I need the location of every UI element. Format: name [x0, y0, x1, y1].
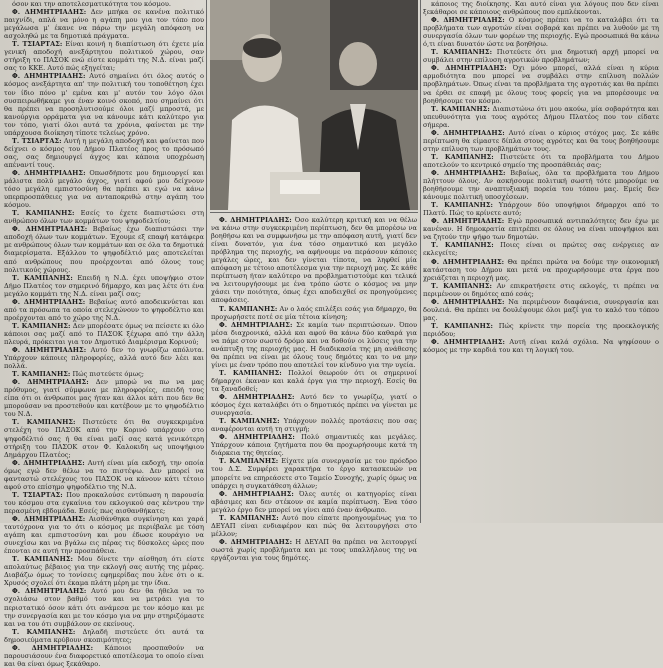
paragraph-text: Αυτή είναι καλά σχόλια. Να ψηφίσουν ο κόσμος με την καρδιά του και τη λογική του.	[423, 337, 659, 355]
paragraph-text: Διαπιστώνω ότι μου ακούω, μία σοβαρότητα και υπευθυνότητα για τους αγρότες Δήμου Πλατέος που τον είδατε σήμερα.	[423, 104, 659, 129]
paragraph-text: Υπάρχουν δύο υποψήφιοι δήμαρχοι από το Πλατύ. Πώς το κρίνετε αυτό;	[423, 201, 659, 218]
interview-paragraph	[4, 555, 204, 587]
interview-paragraph	[4, 644, 204, 668]
interview-paragraph	[423, 298, 659, 322]
speaker-name: Φ. ΔΗΜΗΤΡΙΑΔΗΣ:	[12, 643, 94, 652]
speaker-name: Τ. ΤΣΙΑΡΤΑΣ:	[12, 490, 63, 499]
interview-paragraph	[211, 433, 417, 457]
photo-rule	[210, 212, 418, 213]
interview-paragraph	[4, 346, 204, 370]
speaker-name: Φ. ΔΗΜΗΤΡΙΑΔΗΣ:	[219, 537, 293, 546]
speaker-name: Φ. ΔΗΜΗΤΡΙΑΔΗΣ:	[12, 346, 87, 355]
speaker-name: Τ. ΚΑΜΠΑΝΗΣ:	[431, 48, 493, 57]
paragraph-text: Που προκαλούσε εντύπωση η παρουσία του κόσμου στα εγκαίνια του εκλογικού σας κέντρου την περασμένη εβδομάδα. Εσείς πως αισθανθήκατε;	[4, 490, 204, 515]
paragraph-text: Όσο καλύτερη κριτική και να θέλω να κάνω στην συγκεκριμένη περίπτωση, δεν θα μπορέσω να βοηθήσω και να συμφωνήσω με την απόφαση αυτή, γιατί δεν είναι δυνατόν, για ένα τόσο σημαντικό και μεγάλο πρόβλημα της περιοχής, να αφήνουμε να περάσουν κάποιες μεγάλες ώρες, και δεν γίνεται τίποτα, να ληφθεί μία απόφαση με τέτοιο αποτέλεσμα για την περιοχή μας. Σε κάθε περίπτωση ήταν καλύτερο να προβληματιστούμε και τελικά να λειτουργήσουμε με ένα τρόπο ώστε ο κόσμος να μην χάσει την ποιότητα, όπως έχει αποδειχθεί σε προηγούμενες αποφάσεις.	[211, 216, 418, 305]
paragraph-text: Είχατε μία συνεργασία με τον πρόεδρο του Δ.Σ. Συμφέρει χαρακτήρα το έργο κατασκευών να μπορείτε να επηρεάσετε στο Ταμείο Συνοχής, χωρίς όμως να υπάρχει η συγκατάθεση άλλων;	[211, 457, 417, 490]
speaker-name: Φ. ΔΗΜΗΤΡΙΑΔΗΣ:	[431, 217, 505, 226]
speaker-name: Τ. ΤΣΙΑΡΤΑΣ:	[12, 136, 62, 145]
paragraph-text: Σε καμία των περιπτώσεων. Όπου μέσα διαχρονικά, αλλά και αφού θα κάνω δύο καθαρά για να πάμε στον σωστό δρόμο και να δοθούν οι λύσεις για την ανάπτυξη της περιοχής μας. Η διαδικασία της μη ανάθεσης θα πρέπει να είναι με όλους τους δημότες και το να μην γίνει με έναν τρόπο που αποτελεί τον κίνδυνο για την υγεία.	[211, 320, 417, 369]
column-divider	[420, 0, 421, 523]
speaker-name: Φ. ΔΗΜΗΤΡΙΑΔΗΣ:	[12, 587, 87, 596]
interview-paragraph	[4, 370, 204, 378]
speaker-name: Φ. ΔΗΜΗΤΡΙΑΔΗΣ:	[431, 128, 505, 137]
paragraph-text: Βεβαίως, όλα τα προβλήματα του Δήμου πλήττουν όλους. Αν ασκήσουμε πολιτική σωστή τότε μπορούμε να βοηθήσουμε την αναπτυξιακή πορεία του τόπου μας. Εμείς δεν κάνουμε πολιτική υποσχέσεων.	[423, 168, 659, 202]
paragraph-text: Όχι μόνο μπορεί, αλλά είναι η κύρια αρμοδιότητα που μπορεί να συμβάλει στην επίλυση πολλών προβλημάτων. Όπως είναι τα προβλήματα της αγροτιάς και θα πρέπει να έρθει σε επαφή με όλους τους φορείς για να μπορέσουμε να βοηθήσουμε τον κόσμο.	[423, 64, 659, 105]
paragraph-text: κάποιος της διοίκησης. Και αυτό είναι για λόγους που δεν είναι ξεκάθαροι σε κάποιους ανθρώπους που εμπλέκονται.	[423, 0, 659, 17]
interview-paragraph	[423, 153, 659, 169]
paragraph-text: Κάποιοι προσπαθούν να παρουσιάσουν ένα διαφορετικό αποτέλεσμα το οποίο είναι και θα είναι όμως ξεκάθαρο.	[4, 643, 205, 668]
column-divider	[206, 0, 207, 523]
interview-paragraph	[4, 137, 204, 169]
interview-paragraph	[211, 490, 417, 514]
paragraph-text: Ποιες είναι οι πρώτες σας ενέργειες αν εκλεγείτε;	[423, 241, 660, 258]
paragraph-text: Είναι κοινή η διαπίστωση ότι έχετε μία γενική αποδοχή ανεξάρτητου πολιτικού χώρου, σαν στήριξη το ΠΑΣΟΚ ενώ είστε κομμάτι της Ν.Δ. είναι μαζί σας το ΚΚΕ. Αυτό πώς εξηγείται;	[4, 40, 204, 73]
interview-paragraph	[4, 378, 204, 418]
paragraph-text: Αισθάνθηκα συγκίνηση και χαρά ταυτόχρονα για το ότι ο κόσμος με περιέβαλε με τόση αγάπη και εμπιστοσύνη και μου έδωσε κουράγιο να συνεχίσω και να βγάλω εις πέρας τις δύσκολες ώρες που έπονται σε αυτή την προσπάθεια.	[4, 515, 204, 556]
paragraph-text: Ο κόσμος πρέπει να το καταλάβει ότι τα προβλήματα των αγροτών είναι σοβαρά και πρέπει να λυθούν με τη συνεργασία όλων των φορέων της περιοχής. Εγώ προσωπικά θα κάνω ό,τι είναι δυνατόν ώστε να βοηθήσω.	[423, 16, 659, 49]
photo-scene	[210, 0, 418, 210]
interview-paragraph	[423, 169, 659, 201]
interview-paragraph	[4, 322, 204, 346]
paragraph-text: Πιστεύετε ότι θα συγκεκριμένα στελέχη του ΠΑΣΟΚ από την Κορινό υπάρχουν στο ψηφοδέλτιό σας ή θα είναι μαζί σας κατά γενικότερη στήριξη του ΠΑΣΟΚ στον Φ. Καλοκιδη ως υποψήφιου Δημάρχου Πλατέος;	[4, 418, 204, 459]
speaker-name: Φ. ΔΗΜΗΤΡΙΑΔΗΣ:	[219, 393, 295, 402]
interview-paragraph	[423, 48, 659, 64]
paragraph-text: Εσείς το έχετε διαπιστώσει στη ανθρώπου όλων των κομμάτων του ψηφοδελτίου;	[4, 209, 204, 226]
interview-paragraph	[423, 105, 659, 129]
speaker-name: Φ. ΔΗΜΗΤΡΙΑΔΗΣ:	[12, 168, 86, 177]
interview-paragraph	[211, 514, 417, 538]
interview-photo	[210, 0, 418, 210]
speaker-name: Φ. ΔΗΜΗΤΡΙΑΔΗΣ:	[12, 458, 85, 467]
interview-paragraph	[211, 538, 417, 562]
interview-paragraph	[211, 417, 417, 433]
speaker-name: Φ. ΔΗΜΗΤΡΙΑΔΗΣ:	[12, 8, 87, 17]
interview-paragraph	[211, 393, 417, 417]
speaker-name: Τ. ΚΑΜΠΑΝΗΣ:	[219, 457, 279, 466]
paragraph-text: Αν ο λαός επιλέξει εσάς για δήμαρχο, θα προχωρήσετε ποτέ σε μία τέτοια κίνηση;	[211, 304, 417, 321]
speaker-name: Φ. ΔΗΜΗΤΡΙΑΔΗΣ:	[12, 378, 89, 387]
speaker-name: Τ. ΤΣΙΑΡΤΑΣ:	[12, 40, 63, 49]
paragraph-text: Δεν μπορώ να πω να μας πρόθυμος, γιατί σύμφωνα με πληροφορίες, επειδή τους είπα ότι οι άνθρωποι μας ήταν και άλλοι κάτι που δεν θα μπορούσαν να προστεθούν και κατέβουν με το ψηφοδέλτιο του Ν.Δ.	[4, 378, 204, 419]
paragraph-text: Αυτό είναι ο κύριος στόχος μας. Σε κάθε περίπτωση θα είμαστε δίπλα στους αγρότες και θα τους βοηθήσουμε στην επίλυση των προβλημάτων τους.	[423, 128, 659, 153]
interview-paragraph	[211, 321, 417, 369]
interview-paragraph	[4, 0, 204, 8]
speaker-name: Τ. ΚΑΜΠΑΝΗΣ:	[431, 281, 492, 290]
paragraph-text: Υπάρχουν πολλές προτάσεις που σας αναφέρονται αυτή τη στιγμή;	[211, 417, 417, 434]
interview-paragraph	[423, 241, 659, 257]
paragraph-text: Αν επικρατήσετε στις εκλογές, τι πρέπει να περιμένουν οι δημότες από εσάς;	[423, 281, 660, 298]
speaker-name: Φ. ΔΗΜΗΤΡΙΑΔΗΣ:	[219, 433, 295, 442]
interview-paragraph	[4, 209, 204, 225]
paragraph-text: Πώς κρίνετε την πορεία της προεκλογικής περιόδου;	[423, 321, 659, 338]
paragraph-text: Αυτή είναι μία εκδοχή, την οποία όμως εγώ δεν θέλω να το πιστέψω. Δεν μπορεί να φανταστώ στελέχους του ΠΑΣΟΚ να κάνουν κάτι τέτοιο αφού στο επίσημο ψηφοδέλτιο της Ν.Δ.	[4, 458, 204, 491]
speaker-name: Φ. ΔΗΜΗΤΡΙΑΔΗΣ:	[219, 320, 293, 329]
interview-paragraph	[211, 216, 417, 305]
interview-paragraph	[4, 587, 204, 627]
paragraph-text: Αυτό δεν το γνωρίζω απόλυτα. Υπάρχουν κάποιες πληροφορίες, αλλά αυτό δεν λέει και πολλά.	[4, 346, 204, 371]
speaker-name: Φ. ΔΗΜΗΤΡΙΑΔΗΣ:	[431, 168, 506, 177]
paragraph-text: Αυτή η μεγάλη αποδοχή και φαίνεται που δείχνει ο κόσμος του Δήμου Πλατέος προς το πρόσωπό σας, σας δημιουργεί άγχος και κάποια υποχρέωση απέναντί τους.	[4, 136, 205, 169]
paragraph-text: Δεν μπήκα σε κανένα πολιτικό παιχνίδι, απλά να μόνο η αγάπη μου για τον τόπο που μεγάλωσα μ' έκανε να πάρω την μεγάλη απόφαση να ασχοληθώ με τα δημοτικά πράγματα.	[4, 8, 204, 41]
paragraph-text: Πολλοί θεωρούν ότι οι σημερινοί δήμαρχοι έκαναν και καλά έργα για την περιοχή. Εσείς θα τα ξαναδοθεί;	[211, 368, 417, 393]
interview-paragraph	[423, 322, 659, 338]
speaker-name: Φ. ΔΗΜΗΤΡΙΑΔΗΣ:	[12, 515, 86, 523]
interview-paragraph	[4, 169, 204, 209]
interview-paragraph	[4, 72, 204, 136]
interview-paragraph	[4, 418, 204, 458]
paragraph-text: Μου δίνετε την αίσθηση ότι είστε απολαύτως βέβαιος για την εκλογή σας αυτής της μέρας. Διαβάζω όμως το τονίσεις εφημερίδας που λένε ότι ο κ. Χρυσός σχολεί ότι έκαμα πλάτη μέρη με την ίδια.	[4, 555, 204, 588]
paragraph-text: Οπωσδήποτε μου δημιουργεί και μάλιστα πολύ μεγάλο άγχος, γιατί αφού μου δείχνουν τόσο μεγάλη εμπιστοσύνη θα πρέπει κι εγώ να κάνω υπερπροσπάθειες για να ανταποκριθώ στην αγάπη του κόσμου.	[4, 168, 204, 210]
speaker-name: Φ. ΔΗΜΗΤΡΙΑΔΗΣ:	[12, 297, 86, 306]
speaker-name: Τ. ΚΑΜΠΑΝΗΣ:	[219, 513, 279, 522]
speaker-name: Τ. ΚΑΜΠΑΝΗΣ:	[431, 104, 490, 113]
speaker-name: Τ. ΚΑΜΠΑΝΗΣ:	[219, 368, 282, 377]
interview-paragraph	[423, 129, 659, 153]
interview-paragraph	[423, 217, 659, 241]
interview-paragraph	[211, 369, 417, 393]
interview-paragraph	[4, 225, 204, 273]
speaker-name: Φ. ΔΗΜΗΤΡΙΑΔΗΣ:	[431, 337, 505, 346]
interview-paragraph	[4, 628, 204, 644]
interview-paragraph	[4, 40, 204, 72]
interview-column-right	[423, 0, 659, 523]
speaker-name: Τ. ΚΑΜΠΑΝΗΣ:	[12, 209, 75, 218]
paragraph-text: Βεβαίως έχω διαπιστώσει την αποδοχή όλων των κομμάτων. Έχουμε εξ επαφή κατάφερα με ανθρώπους όλων των κομμάτων και σε όλα τα δημοτικά διαμερίσματα. Εξάλλου το ψηφοδέλτιό μας αποτελείται από ανθρώπους που προέρχονται από όλους τους πολιτικούς χώρους.	[4, 225, 204, 274]
speaker-name: Φ. ΔΗΜΗΤΡΙΑΔΗΣ:	[12, 225, 88, 234]
interview-paragraph	[4, 491, 204, 515]
paragraph-text: Να περιμένουν διαφάνεια, συνεργασία και δουλειά. Θα πρέπει να δουλέψουμε όλοι μαζί για το καλό του τόπου μας.	[423, 297, 659, 322]
interview-paragraph	[423, 0, 659, 16]
paragraph-text: Αυτό δεν το γνωρίζω, γιατί ο κόσμος έχει καταλάβει ότι ο δημοτικός πρέπει να γίνεται με συνεργασία.	[211, 393, 418, 418]
interview-paragraph	[4, 459, 204, 491]
paragraph-text: Πώς πιστεύετε όμως;	[72, 370, 144, 379]
paragraph-text: Βεβαίως αυτό αποδεικνύεται και από τα πρόσωπα τα οποία στελεχώνουν το ψηφοδέλτιο και προέρχονται από το χώρο της Ν.Δ.	[4, 297, 204, 322]
paragraph-text: Επειδή η Ν.Δ. έχει υποψήφιο στον Δήμο Πλατέος τον σημερινό δήμαρχο, και μας λέτε ότι ένα μεγάλο κομμάτι της Ν.Δ. είναι μαζί σας;	[4, 273, 204, 298]
speaker-name: Τ. ΚΑΜΠΑΝΗΣ:	[219, 304, 278, 313]
paragraph-text: Όλες αυτές οι κατηγορίες είναι αβάσιμες και δεν στέκουν σε καμία περίπτωση. Ένα τόσο μεγάλο έργο δεν μπορεί να γίνει από έναν άνθρωπο.	[211, 489, 417, 514]
speaker-name: Φ. ΔΗΜΗΤΡΙΑΔΗΣ:	[219, 489, 294, 498]
speaker-name: Τ. ΚΑΜΠΑΝΗΣ:	[219, 417, 280, 426]
interview-paragraph	[423, 201, 659, 217]
interview-paragraph	[423, 64, 659, 104]
speaker-name: Τ. ΚΑΜΠΑΝΗΣ:	[431, 201, 493, 210]
paragraph-text: Αυτό που είπατε προηγουμένως για το ΔΕΥΑΠ είναι ενδιαφέρον και πώς θα λειτουργήσει στο μέλλον;	[211, 513, 417, 538]
speaker-name: Τ. ΚΑΜΠΑΝΗΣ:	[431, 152, 494, 161]
speaker-name: Τ. ΚΑΜΠΑΝΗΣ:	[12, 273, 73, 282]
interview-paragraph	[4, 274, 204, 298]
interview-paragraph	[4, 298, 204, 322]
speaker-name: Τ. ΚΑΜΠΑΝΗΣ:	[431, 241, 494, 250]
paragraph-text: όσον και την αποτελεσματικότητα του κόσμου.	[12, 0, 171, 8]
interview-paragraph	[423, 258, 659, 282]
speaker-name: Τ. ΚΑΜΠΑΝΗΣ:	[12, 418, 76, 427]
paragraph-text: Πιστεύετε ότι μια δημοτική αρχή μπορεί να συμβάλει στην επίλυση αγροτικών προβλημάτων;	[423, 48, 659, 65]
interview-paragraph	[211, 305, 417, 321]
paragraph-text: Αυτό σημαίνει ότι όλος αυτός ο κόσμος ανεξάρτητα απ' την πολιτική του τοποθέτηση έχει τον ίδιο πόνο μ' εμένα και μ' αυτόν τον λόγο όλοι συσπειρωθήκαμε για έναν κοινό σκοπό, που σημαίνει ότι θα πρέπει να προσηλυτισούμε όλοι μαζί μπροστά, με κανούργια ορράματα για να κάνουμε κάτι καλύτερο για τον τόπο, γιατί όλοι αυτά τα χρόνια, φαίνεται με την υπάρχουσα διοίκηση τίποτε τελείως χρόνο.	[4, 72, 204, 137]
interview-column-middle	[211, 216, 418, 562]
paragraph-text: Πολύ σημαντικές και μεγάλες. Υπάρχουν κάποια ζητήματα που θα προχωρήσουμε κατά τη διάρκεια της θητείας.	[211, 433, 417, 458]
paragraph-text: Η ΔΕΥΑΠ θα πρέπει να λειτουργεί σωστά χωρίς προβλήματα και με τους υπαλλήλους της να εργάζονται για τους δημότες.	[211, 537, 417, 562]
paragraph-text: Δηλαδή πιστεύετε ότι αυτά τα δημοσιεύματα κρύβουν σκοπιμότητες;	[4, 627, 204, 644]
interview-paragraph	[423, 282, 659, 298]
interview-paragraph	[4, 8, 204, 40]
speaker-name: Φ. ΔΗΜΗΤΡΙΑΔΗΣ:	[431, 64, 507, 73]
speaker-name: Φ. ΔΗΜΗΤΡΙΑΔΗΣ:	[12, 72, 86, 81]
speaker-name: Φ. ΔΗΜΗΤΡΙΑΔΗΣ:	[219, 216, 292, 224]
interview-paragraph	[4, 515, 204, 555]
interview-paragraph	[423, 338, 659, 354]
interview-paragraph	[211, 457, 417, 489]
speaker-name: Φ. ΔΗΜΗΤΡΙΑΔΗΣ:	[431, 257, 505, 266]
paragraph-text: Πιστεύετε ότι τα προβλήματα του Δήμου αποτελούν το κεντρικό σημείο της προσπάθειάς σας;	[423, 152, 659, 169]
interview-column-left	[4, 0, 205, 668]
speaker-name: Τ. ΚΑΜΠΑΝΗΣ:	[431, 321, 493, 330]
paragraph-text: Αυτό μου δεν θα ήθελα να το σχολιάσω στον βαθμό του και να μετράει για το περιστατικό όσον κάτι ότι ανάμεσα με τον κόσμο και με την συνεργασία και με τον κόσμο για να μην στηριζόμαστε και να του ότι συμβάλουν σε εκείνους.	[4, 587, 204, 628]
paragraph-text: Θα πρέπει πρώτα να δούμε την οικονομική κατάσταση του Δήμου και μετά να προχωρήσουμε στα έργα που χρειάζεται η περιοχή μας.	[423, 257, 659, 282]
speaker-name: Τ. ΚΑΜΠΑΝΗΣ:	[12, 555, 73, 564]
speaker-name: Τ. ΚΑΜΠΑΝΗΣ:	[12, 321, 71, 330]
paragraph-text: Εγώ προσωπικά αντιπαλότητες δεν έχω με κανέναν. Η δημοκρατία επιτρέπει σε όλους να είναι υποψήφιοι και να ζητούν την ψήφο των δημοτών.	[423, 217, 659, 242]
speaker-name: Τ. ΚΑΜΠΑΝΗΣ:	[12, 370, 71, 379]
speaker-name: Φ. ΔΗΜΗΤΡΙΑΔΗΣ:	[431, 16, 505, 25]
speaker-name: Φ. ΔΗΜΗΤΡΙΑΔΗΣ:	[431, 297, 505, 306]
interview-paragraph	[423, 16, 659, 48]
speaker-name: Τ. ΚΑΜΠΑΝΗΣ:	[12, 627, 76, 636]
paragraph-text: Δεν μπορέσατε όμως να πείσετε κι όλο κάποιοι σας μαζί από το ΠΑΣΟΚ ξέχωρα από την άλλη πλευρά, πρόκειται για τον Δημοτικό Διαμέρισμα Κορινού;	[4, 321, 204, 346]
